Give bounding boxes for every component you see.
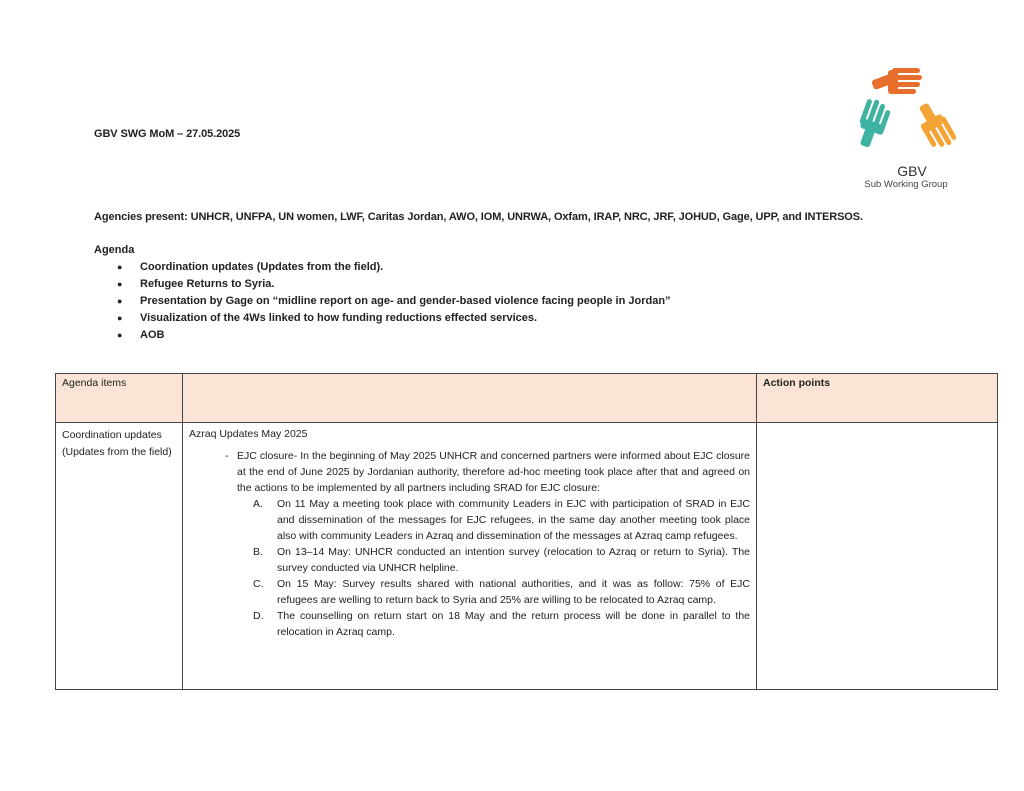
agenda-title: Agenda bbox=[94, 244, 135, 256]
dash-bullet-text: EJC closure- In the beginning of May 2025 UNHCR and concerned partners were informed about EJC closure at the end of June 2025 by Jordanian authority, therefore ad-hoc meeting took place after that and agreed on the actions to be implemented by all partners including SRAD for EJC closure: bbox=[237, 450, 750, 494]
bullet-icon: ● bbox=[117, 313, 123, 323]
table-header-row bbox=[56, 374, 998, 423]
logo-text bbox=[848, 164, 956, 190]
dash-marker: - bbox=[225, 450, 229, 462]
list-item: B. On 13–14 May: UNHCR conducted an intention survey (relocation to Azraq or return to Syria). The survey conducted via UNHCR helpline. bbox=[253, 546, 750, 574]
document-title: GBV SWG MoM – 27.05.2025 bbox=[94, 128, 241, 140]
teal-hand-icon bbox=[852, 97, 893, 151]
details-cell bbox=[183, 423, 757, 690]
orange-hand-icon bbox=[871, 68, 922, 94]
list-item: A. On 11 May a meeting took place with community Leaders in EJC with participation of SRAD in EJC and dissemination of the messages for EJC refugees, in the same day another meeting took place also with community Leaders in Azraq and dissemination of the messages at Azraq camp refugees. bbox=[253, 498, 750, 542]
bullet-icon: ● bbox=[117, 262, 123, 272]
hands-logo-icon bbox=[848, 64, 956, 164]
action-points-cell bbox=[757, 423, 998, 690]
bullet-icon: ● bbox=[117, 296, 123, 306]
list-item: ● Refugee Returns to Syria. bbox=[94, 276, 671, 293]
list-item: C. On 15 May: Survey results shared with national authorities, and it was as follow: 75% of EJC refugees are welling to return back to Syria and 25% are willing to be relocated to Azraq camp. bbox=[253, 578, 750, 606]
header-agenda-items: Agenda items bbox=[56, 374, 183, 423]
bullet-icon: ● bbox=[117, 330, 123, 340]
agenda-item-cell bbox=[56, 423, 183, 690]
list-item: D. The counselling on return start on 18 May and the return process will be done in parallel to the relocation in Azraq camp. bbox=[253, 610, 750, 638]
gbv-logo bbox=[848, 64, 956, 196]
table-row bbox=[56, 423, 998, 690]
sub-points-list bbox=[189, 496, 750, 640]
agenda-list bbox=[94, 259, 671, 344]
dash-bullet bbox=[189, 448, 750, 496]
agencies-present: Agencies present: UNHCR, UNFPA, UN women, LWF, Caritas Jordan, AWO, IOM, UNRWA, Oxfam, IRAP, NRC, JRF, JOHUD, Gage, UPP, and INTERSOS. bbox=[94, 211, 863, 223]
logo-subtitle: Sub Working Group bbox=[864, 179, 948, 190]
logo-title: GBV bbox=[897, 163, 927, 179]
agenda-item-label: Coordination updates (Updates from the field) bbox=[62, 429, 172, 458]
update-title: Azraq Updates May 2025 bbox=[189, 428, 308, 440]
yellow-hand-icon bbox=[912, 98, 956, 153]
minutes-table bbox=[55, 373, 998, 690]
header-details bbox=[183, 374, 757, 423]
header-action-points: Action points bbox=[757, 374, 998, 423]
list-item: ● AOB bbox=[94, 327, 671, 344]
list-item: ● Coordination updates (Updates from the field). bbox=[94, 259, 671, 276]
list-item: ● Presentation by Gage on “midline report on age- and gender-based violence facing people in Jordan” bbox=[94, 293, 671, 310]
list-item: ● Visualization of the 4Ws linked to how funding reductions effected services. bbox=[94, 310, 671, 327]
bullet-icon: ● bbox=[117, 279, 123, 289]
